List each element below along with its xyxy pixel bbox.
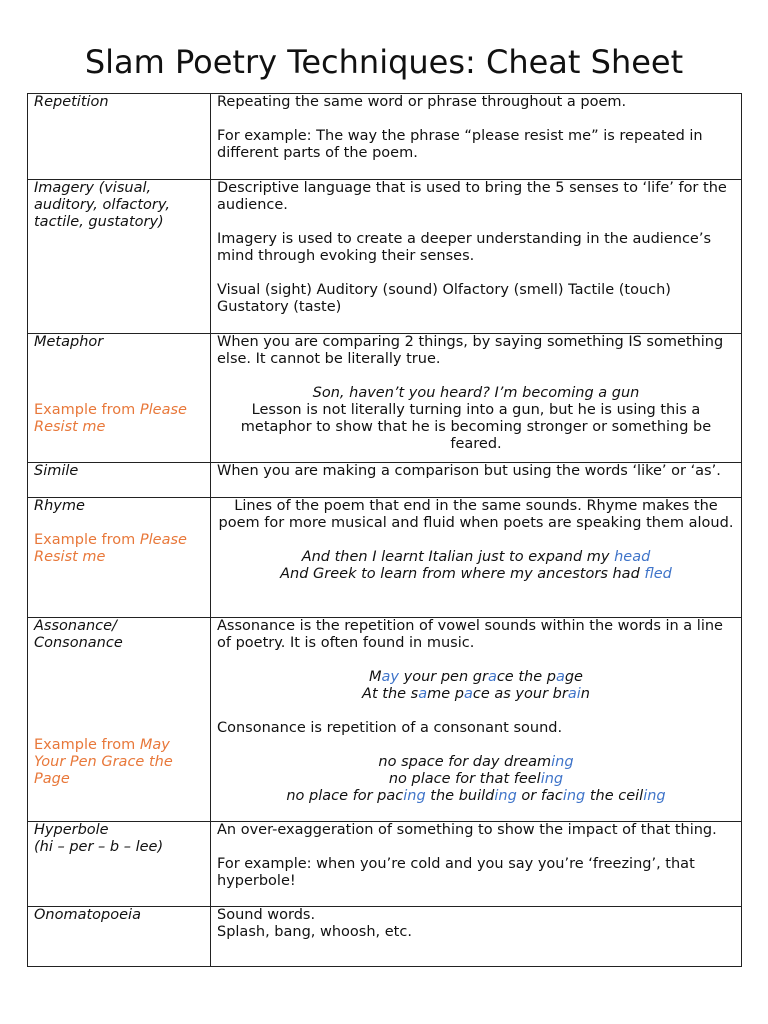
poem-line bbox=[217, 549, 735, 566]
table-row bbox=[28, 463, 742, 498]
example-text: For example: when you’re cold and you say you’re ‘freezing’, that hyperbole! bbox=[217, 856, 695, 889]
examples-list: Splash, bang, whoosh, etc. bbox=[217, 924, 412, 940]
sound-highlight: ing bbox=[403, 788, 426, 804]
sound-highlight: ai bbox=[567, 686, 581, 702]
explanation-text: Lesson is not literally turning into a gun, but he is using this a metaphor to show that he is becoming stronger or something be feared. bbox=[240, 402, 712, 452]
term-cell bbox=[28, 618, 211, 822]
definition-text: Sound words. bbox=[217, 907, 316, 923]
example-source bbox=[34, 402, 204, 436]
definition-text: Repeating the same word or phrase throughout a poem. bbox=[217, 94, 627, 110]
example-title: Please Resist me bbox=[34, 532, 187, 565]
example-prefix: Example from bbox=[34, 737, 140, 753]
poem-line bbox=[217, 669, 735, 686]
table-row bbox=[28, 618, 742, 822]
table-row bbox=[28, 334, 742, 463]
definition-text: Imagery is used to create a deeper understanding in the audience’s mind through evoking their senses. bbox=[217, 231, 711, 264]
senses-list: Visual (sight) Auditory (sound) Olfactory (smell) Tactile (touch) Gustatory (taste) bbox=[217, 282, 671, 315]
term-cell bbox=[28, 180, 211, 334]
line-text: the ceil bbox=[585, 788, 644, 804]
sound-highlight: ing bbox=[643, 788, 666, 804]
table-row bbox=[28, 822, 742, 907]
pronunciation: (hi – per – b – lee) bbox=[34, 839, 164, 855]
quote-text: Son, haven’t you heard? I’m becoming a gun bbox=[312, 385, 640, 401]
definition-text: When you are comparing 2 things, by saying something IS something else. It cannot be literally true. bbox=[217, 334, 724, 367]
line-text: ce as your br bbox=[472, 686, 568, 702]
term-label: Repetition bbox=[34, 94, 109, 110]
term-label: Metaphor bbox=[34, 334, 104, 350]
definition-text: Lines of the poem that end in the same sounds. Rhyme makes the poem for more musical and fluid when poets are speaking them aloud. bbox=[218, 498, 734, 531]
sound-highlight: a bbox=[487, 669, 497, 685]
example-prefix: Example from bbox=[34, 402, 140, 418]
example-source bbox=[34, 737, 204, 788]
sound-highlight: a bbox=[463, 686, 473, 702]
line-text: M bbox=[369, 669, 382, 685]
table-row bbox=[28, 180, 742, 334]
page-title: Slam Poetry Techniques: Cheat Sheet bbox=[84, 43, 684, 81]
sound-highlight: ing bbox=[494, 788, 517, 804]
sound-highlight: ing bbox=[540, 771, 564, 787]
line-text: or fac bbox=[516, 788, 563, 804]
line-text: no place for pac bbox=[286, 788, 404, 804]
line-text: And Greek to learn from where my ancestors had bbox=[280, 566, 645, 582]
example-title: May Your Pen Grace the Page bbox=[34, 737, 173, 787]
rhyme-word: head bbox=[614, 549, 651, 565]
term-label: Hyperbole bbox=[34, 822, 109, 838]
sound-highlight: ing bbox=[551, 754, 574, 770]
poem-line bbox=[217, 686, 735, 703]
definition-text: An over-exaggeration of something to show the impact of that thing. bbox=[217, 822, 717, 838]
poem-line bbox=[217, 788, 735, 805]
term-label: Simile bbox=[34, 463, 79, 479]
example-title: Please Resist me bbox=[34, 402, 187, 435]
sound-highlight: ing bbox=[562, 788, 586, 804]
line-text: no place for that feel bbox=[388, 771, 541, 787]
techniques-table bbox=[27, 93, 742, 967]
line-text: At the s bbox=[362, 686, 419, 702]
sound-highlight: a bbox=[555, 669, 565, 685]
example-prefix: Example from bbox=[34, 532, 140, 548]
definition-cell bbox=[211, 463, 742, 498]
example-text: For example: The way the phrase “please resist me” is repeated in different parts of the poem. bbox=[217, 128, 703, 161]
line-text: the build bbox=[425, 788, 495, 804]
definition-text: Assonance is the repetition of vowel sounds within the words in a line of poetry. It is often found in music. bbox=[217, 618, 723, 651]
line-text: your pen gr bbox=[399, 669, 488, 685]
definition-cell bbox=[211, 498, 742, 618]
term-cell bbox=[28, 463, 211, 498]
poem-quote bbox=[217, 385, 735, 402]
line-text: ge bbox=[564, 669, 583, 685]
sound-highlight: ay bbox=[381, 669, 400, 685]
example-source bbox=[34, 532, 204, 566]
term-cell bbox=[28, 498, 211, 618]
definition-cell bbox=[211, 907, 742, 967]
definition-cell bbox=[211, 822, 742, 907]
definition-cell bbox=[211, 94, 742, 180]
poem-line bbox=[217, 566, 735, 583]
term-cell bbox=[28, 907, 211, 967]
definition-text: Descriptive language that is used to bring the 5 senses to ‘life’ for the audience. bbox=[217, 180, 727, 213]
line-text: n bbox=[580, 686, 590, 702]
term-label: Imagery (visual, auditory, olfactory, tactile, gustatory) bbox=[34, 180, 170, 230]
definition-text: Consonance is repetition of a consonant sound. bbox=[217, 720, 563, 736]
term-label: Onomatopoeia bbox=[34, 907, 141, 923]
term-cell bbox=[28, 334, 211, 463]
line-text: me p bbox=[427, 686, 464, 702]
table-row bbox=[28, 94, 742, 180]
definition-cell bbox=[211, 618, 742, 822]
definition-cell bbox=[211, 180, 742, 334]
definition-text: When you are making a comparison but using the words ‘like’ or ‘as’. bbox=[217, 463, 721, 479]
table-row bbox=[28, 498, 742, 618]
term-cell bbox=[28, 94, 211, 180]
sound-highlight: a bbox=[418, 686, 428, 702]
rhyme-word: fled bbox=[644, 566, 672, 582]
line-text: ce the p bbox=[496, 669, 556, 685]
poem-line bbox=[217, 754, 735, 771]
poem-line bbox=[217, 771, 735, 788]
term-label: Rhyme bbox=[34, 498, 85, 514]
definition-cell bbox=[211, 334, 742, 463]
table-row bbox=[28, 907, 742, 967]
line-text: And then I learnt Italian just to expand my bbox=[301, 549, 615, 565]
term-label: Assonance/ Consonance bbox=[34, 618, 123, 651]
term-cell bbox=[28, 822, 211, 907]
line-text: no space for day dream bbox=[378, 754, 552, 770]
